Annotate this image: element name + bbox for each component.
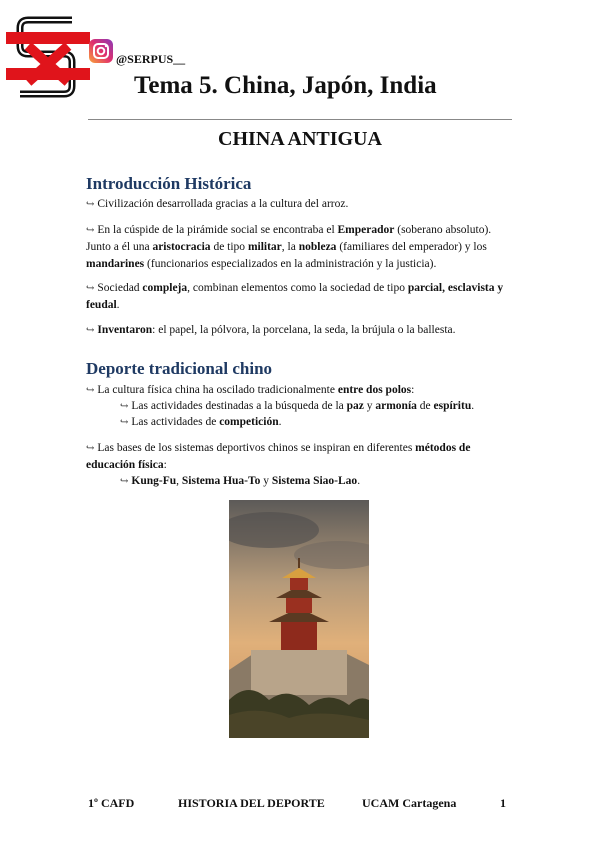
arrow-icon: ↪ [120,401,129,412]
deporte-subitem-1: ↪ Las actividades destinadas a la búsqueda de la paz y armonía de espíritu. [120,400,475,412]
arrow-icon: ↪ [86,443,95,454]
arrow-icon: ↪ [86,385,95,396]
title-divider [88,119,512,120]
intro-paragraph-2: ↪ En la cúspide de la pirámide social se encontraba el Emperador (soberano absoluto). Junto a él una aristocracia de tipo militar, la nobleza (familiares del emperador) y los mandarines (funcionarios especializados en la administración y la justicia). [86,224,492,270]
deporte-heading: Deporte tradicional chino [86,359,273,378]
arrow-icon: ↪ [86,325,95,336]
deporte-paragraph-1: ↪ La cultura física china ha oscilado tradicionalmente entre dos polos: [86,384,415,396]
intro-heading: Introducción Histórica [86,174,252,193]
intro-paragraph-4: ↪ Inventaron: el papel, la pólvora, la porcelana, la seda, la brújula o la ballesta. [86,324,456,336]
intro-paragraph-1: ↪ Civilización desarrollada gracias a la cultura del arroz. [86,198,349,210]
deporte-subitem-3: ↪ Kung-Fu, Sistema Hua-To y Sistema Siao-Lao. [120,475,361,487]
serpus-logo-icon [6,6,90,108]
footer-university: UCAM Cartagena [362,796,457,810]
pagoda-photo [229,500,369,738]
footer-subject: HISTORIA DEL DEPORTE [178,796,325,810]
arrow-icon: ↪ [86,199,95,210]
instagram-icon [88,38,114,64]
footer-course: 1º CAFD [88,796,135,810]
document-title: Tema 5. China, Japón, India [134,72,437,99]
social-handle: @SERPUS__ [116,52,186,66]
arrow-icon: ↪ [86,283,95,294]
intro-paragraph-3: ↪ Sociedad compleja, combinan elementos como la sociedad de tipo parcial, esclavista y feudal. [86,282,504,311]
arrow-icon: ↪ [86,225,95,236]
section-title: CHINA ANTIGUA [218,128,382,150]
footer-page-number: 1 [500,796,506,810]
deporte-paragraph-2: ↪ Las bases de los sistemas deportivos chinos se inspiran en diferentes métodos de educación física: [86,442,471,471]
arrow-icon: ↪ [120,476,129,487]
deporte-subitem-2: ↪ Las actividades de competición. [120,416,282,428]
arrow-icon: ↪ [120,417,129,428]
